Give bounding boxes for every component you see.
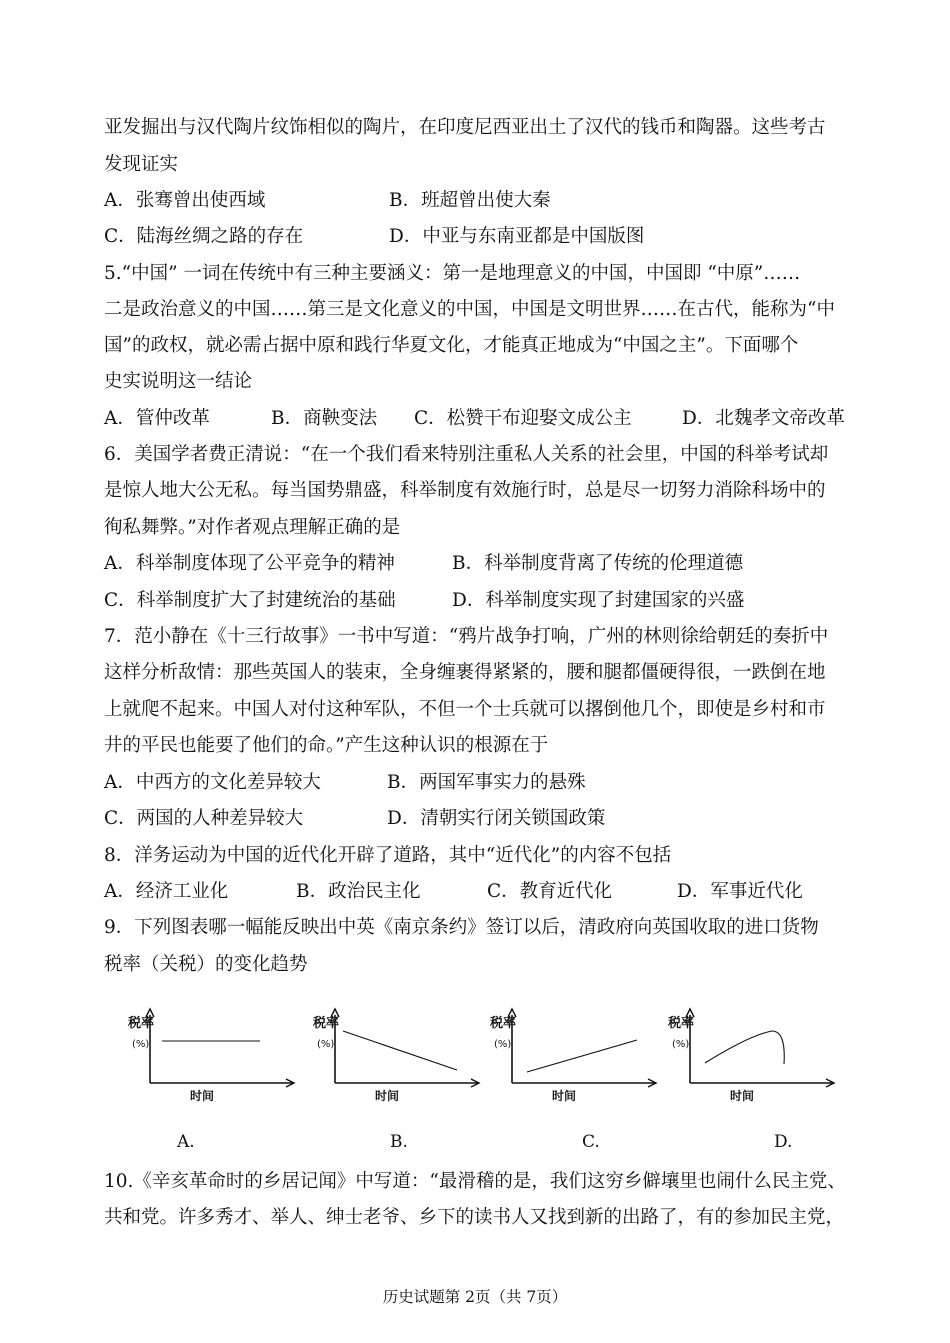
q10-text-line-2: 共和党。许多秀才、举人、绅士老爷、乡下的读书人又找到新的出路了，有的参加民主党， — [104, 1207, 845, 1228]
chart-c-y-unit: (%) — [494, 1039, 512, 1050]
q7-option-a: A．中西方的文化差异较大 — [104, 772, 321, 793]
chart-d-trend-line — [705, 1031, 784, 1064]
q8-option-c: C．教育近代化 — [487, 881, 613, 902]
q8-option-a: A．经济工业化 — [104, 881, 229, 902]
q7-text-line-1: 7．范小静在《十三行故事》一书中写道：“鸦片战争打响，广州的林则徐给朝廷的奏折中 — [104, 626, 829, 647]
q7-option-c: C．两国的人种差异较大 — [104, 808, 304, 829]
q5-option-d: D．北魏孝文帝改革 — [682, 408, 845, 429]
chart-option-b-label: B. — [390, 1132, 408, 1152]
q10-text-line-1: 10.《辛亥革命时的乡居记闻》中写道：“最滑稽的是，我们这穷乡僻壤里也闹什么民主党、 — [104, 1171, 846, 1192]
q8-text-line-1: 8．洋务运动为中国的近代化开辟了道路，其中“近代化”的内容不包括 — [104, 845, 672, 866]
q5-text-line-2: 二是政治意义的中国……第三是文化意义的中国，中国是文明世界……在古代，能称为“中 — [104, 299, 835, 320]
chart-c-trend-line — [527, 1040, 637, 1072]
q4-text-line-1: 亚发掘出与汉代陶片纹饰相似的陶片，在印度尼西亚出土了汉代的钱币和陶器。这些考古 — [104, 117, 826, 138]
q6-option-d: D．科举制度实现了封建国家的兴盛 — [452, 590, 745, 611]
q4-option-c: C．陆海丝绸之路的存在 — [104, 226, 304, 247]
q5-option-c: C．松赞干布迎娶文成公主 — [414, 408, 632, 429]
chart-d-x-label: 时间 — [730, 1089, 755, 1103]
tariff-trend-charts — [120, 1005, 860, 1115]
q6-option-a: A．科举制度体现了公平竞争的精神 — [104, 553, 395, 574]
chart-a-y-unit: (%) — [132, 1039, 150, 1050]
q5-text-line-3: 国”的政权，就必需占据中原和践行华夏文化，才能真正地成为“中国之主”。下面哪个 — [104, 335, 799, 356]
q5-option-b: B．商鞅变法 — [271, 408, 378, 429]
chart-d-y-label: 税率 — [668, 1016, 695, 1031]
q4-option-d: D．中亚与东南亚都是中国版图 — [389, 226, 645, 247]
q7-option-d: D．清朝实行闭关锁国政策 — [387, 808, 606, 829]
q7-text-line-3: 上就爬不起来。中国人对付这种军队，不但一个士兵就可以撂倒他几个，即使是乡村和市 — [104, 699, 826, 720]
chart-d-y-unit: (%) — [672, 1039, 690, 1050]
q8-option-d: D．军事近代化 — [677, 881, 803, 902]
chart-b-y-label: 税率 — [313, 1016, 340, 1031]
q9-text-line-1: 9．下列图表哪一幅能反映出中英《南京条约》签订以后，清政府向英国收取的进口货物 — [104, 917, 819, 938]
chart-b-x-label: 时间 — [375, 1089, 400, 1103]
q4-option-b: B．班超曾出使大秦 — [389, 190, 551, 211]
chart-a-x-label: 时间 — [190, 1089, 215, 1103]
q6-option-c: C．科举制度扩大了封建统治的基础 — [104, 590, 396, 611]
q4-text-line-2: 发现证实 — [104, 154, 179, 175]
page-footer: 历史试题第 2页（共 7页） — [382, 1288, 568, 1306]
q6-text-line-2: 是惊人地大公无私。每当国势鼎盛，科举制度有效施行时，总是尽一切努力消除科场中的 — [104, 480, 826, 501]
q4-option-a: A．张骞曾出使西域 — [104, 190, 266, 211]
chart-b-y-unit: (%) — [317, 1039, 335, 1050]
chart-option-a-label: A. — [177, 1132, 195, 1152]
q6-text-line-3: 徇私舞弊。”对作者观点理解正确的是 — [104, 517, 401, 538]
q5-text-line-1: 5.“中国” 一词在传统中有三种主要涵义：第一是地理意义的中国，中国即 “中原”…… — [104, 263, 801, 284]
chart-a-y-label: 税率 — [128, 1016, 155, 1031]
chart-option-d-label: D. — [774, 1132, 793, 1152]
q5-option-a: A．管仲改革 — [104, 408, 210, 429]
q8-option-b: B．政治民主化 — [296, 881, 421, 902]
q5-text-line-4: 史实说明这一结论 — [104, 371, 253, 392]
q9-text-line-2: 税率（关税）的变化趋势 — [104, 954, 308, 975]
chart-c-x-label: 时间 — [552, 1089, 577, 1103]
chart-b-trend-line — [343, 1031, 457, 1070]
q7-text-line-4: 井的平民也能要了他们的命。”产生这种认识的根源在于 — [104, 735, 549, 756]
q6-text-line-1: 6．美国学者费正清说：“在一个我们看来特别注重私人关系的社会里，中国的科举考试却 — [104, 444, 829, 465]
q6-option-b: B．科举制度背离了传统的伦理道德 — [452, 553, 744, 574]
chart-option-c-label: C. — [582, 1132, 600, 1152]
chart-c-y-label: 税率 — [490, 1016, 517, 1031]
q7-text-line-2: 这样分析敌情：那些英国人的装束，全身缠裹得紧紧的，腰和腿都僵硬得很，一跌倒在地 — [104, 662, 826, 683]
q7-option-b: B．两国军事实力的悬殊 — [387, 772, 586, 793]
